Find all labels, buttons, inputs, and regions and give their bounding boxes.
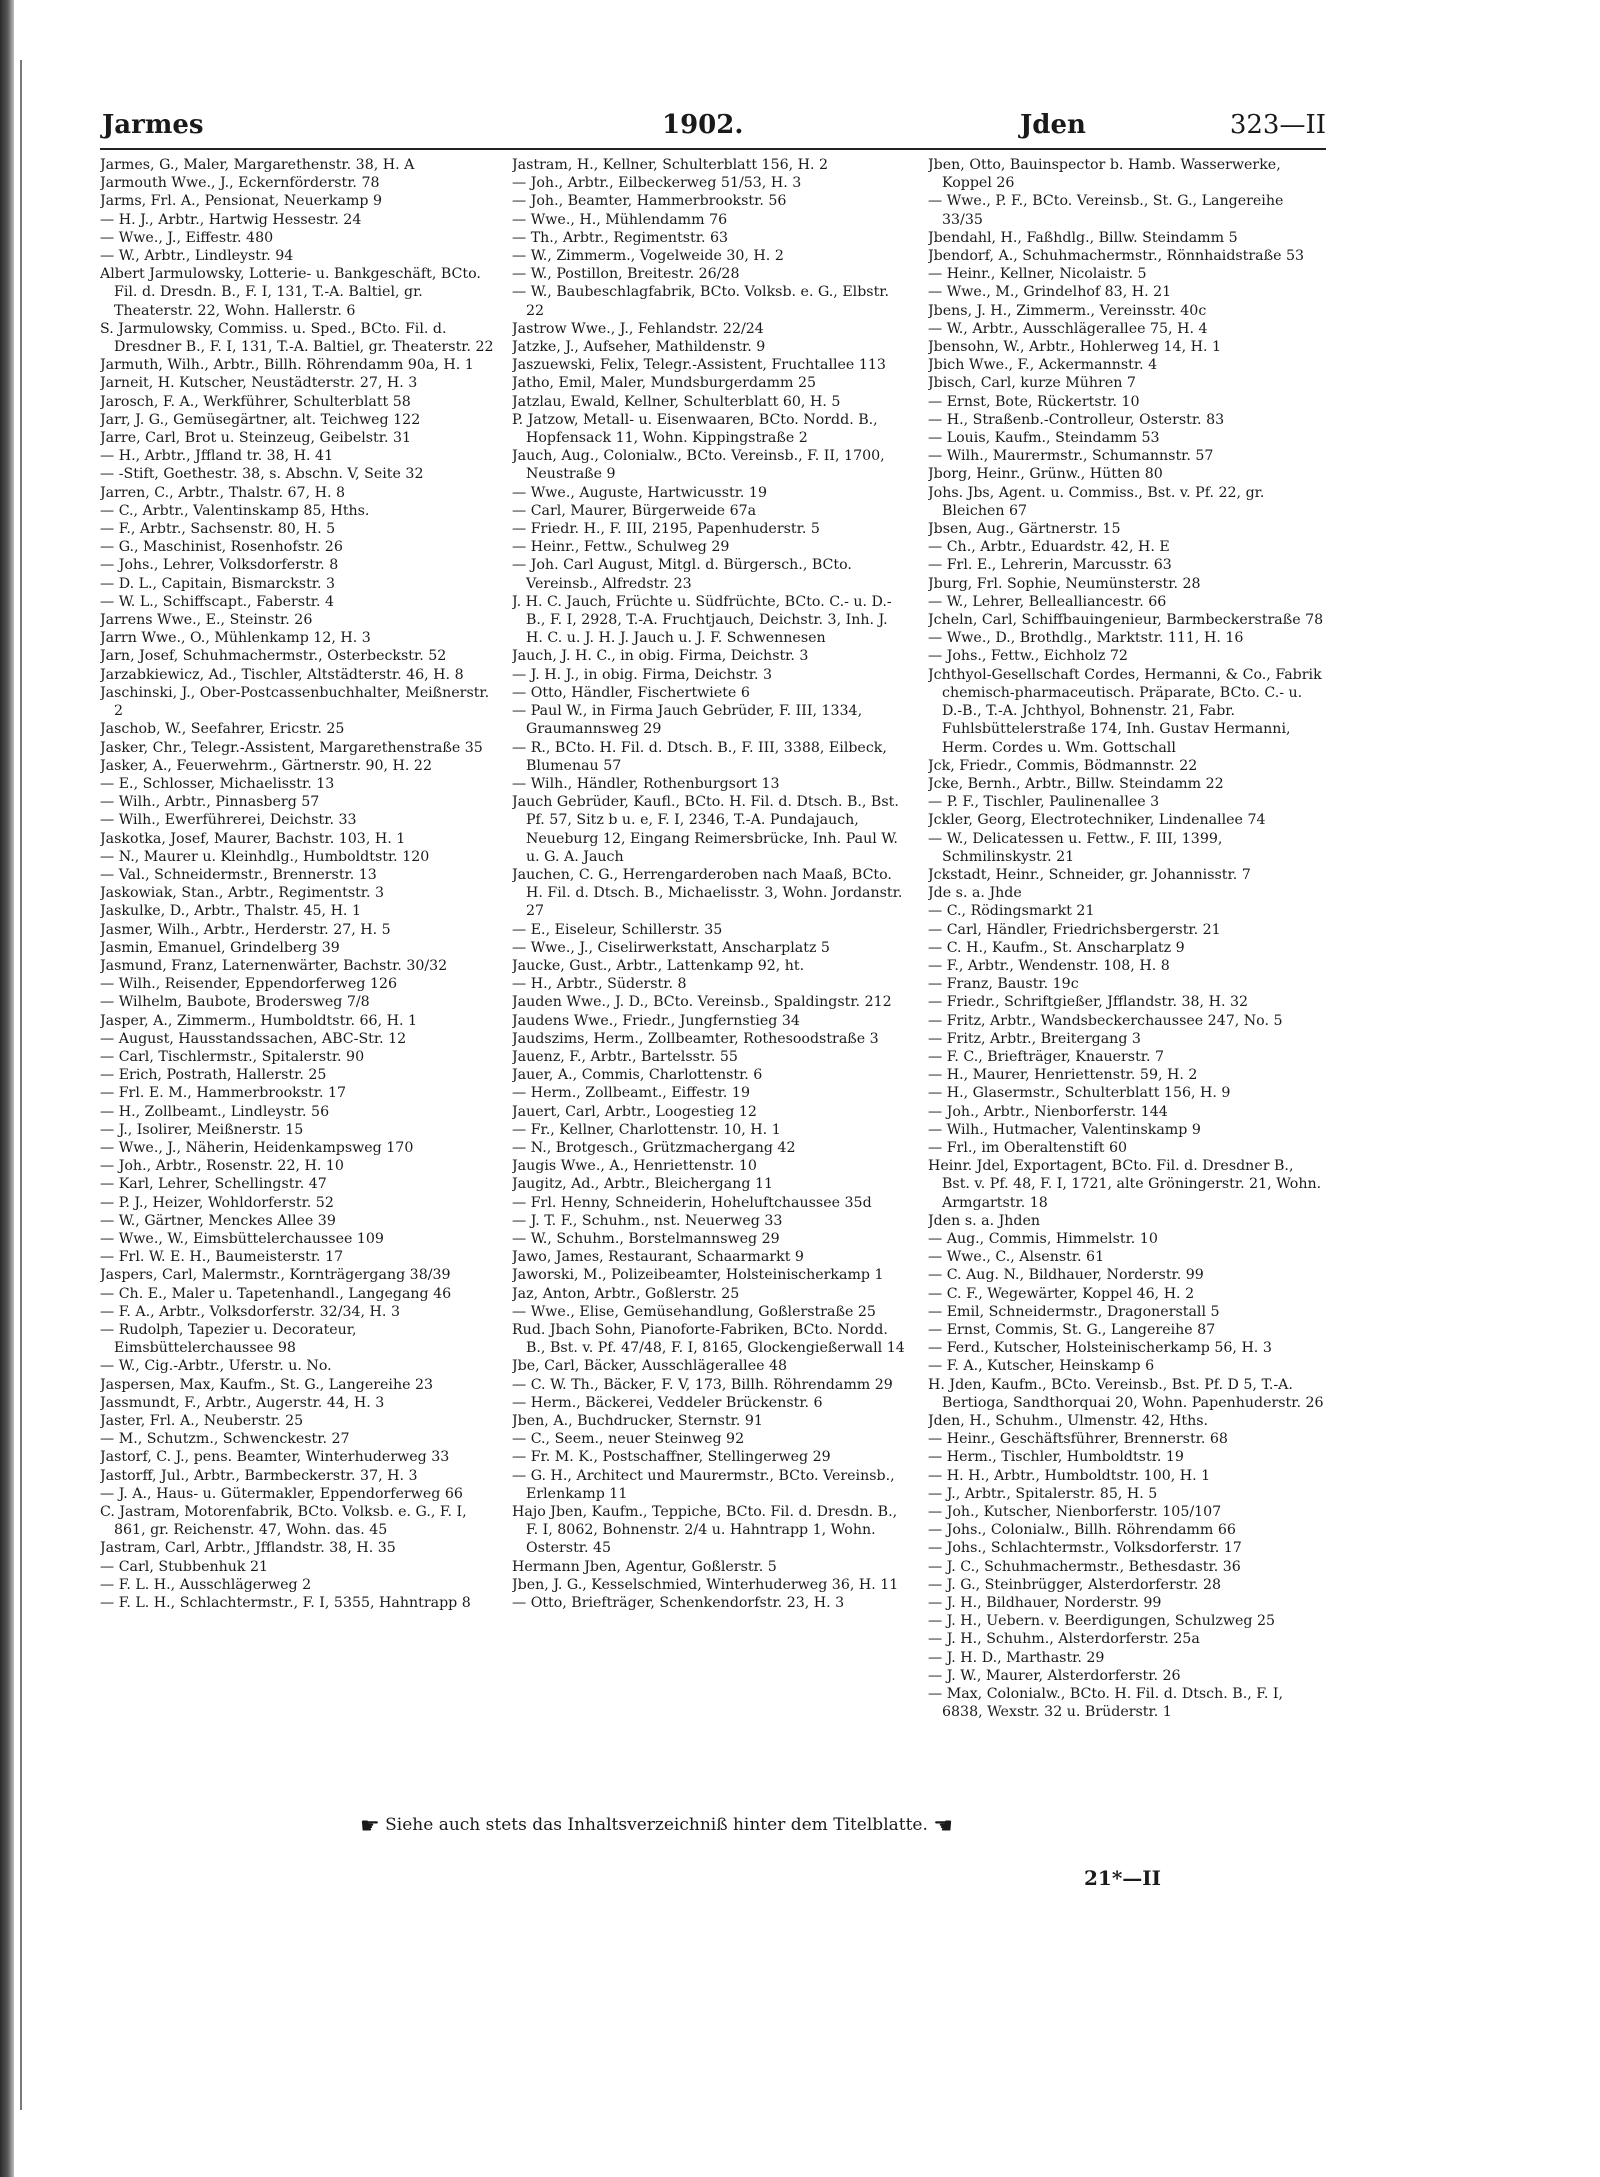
directory-entry: — Wwe., Auguste, Hartwicusstr. 19 — [512, 484, 767, 501]
directory-entry: — R., BCto. H. Fil. d. Dtsch. B., F. III, 3388, Eilbeck, Blumenau 57 — [512, 739, 887, 774]
directory-entry: Jckstadt, Heinr., Schneider, gr. Johannisstr. 7 — [928, 866, 1251, 883]
directory-entry: Jaudszims, Herm., Zollbeamter, Rothesoodstraße 3 — [512, 1030, 879, 1047]
directory-entry: — Wwe., H., Mühlendamm 76 — [512, 211, 728, 228]
directory-entry: Jauer, A., Commis, Charlottenstr. 6 — [512, 1067, 763, 1084]
directory-entry: Jben, Otto, Bauinspector b. Hamb. Wasserwerke, Koppel 26 — [928, 157, 1281, 192]
directory-entry: Jbe, Carl, Bäcker, Ausschlägerallee 48 — [512, 1358, 788, 1375]
directory-entry: — C. W. Th., Bäcker, F. V, 173, Billh. Röhrendamm 29 — [512, 1376, 893, 1393]
directory-entry: — Carl, Stubbenhuk 21 — [100, 1558, 269, 1575]
column-1 — [100, 156, 496, 1816]
directory-entry: — Heinr., Geschäftsführer, Brennerstr. 68 — [928, 1431, 1228, 1448]
directory-entry: H. Jden, Kaufm., BCto. Vereinsb., Bst. Pf. D 5, T.-A. Bertioga, Sandthorquai 20, Wohn. Papenhuderstr. 26 — [928, 1376, 1324, 1411]
directory-entry: Jastram, Carl, Arbtr., Jfflandstr. 38, H. 35 — [100, 1540, 396, 1557]
directory-entry: — C. F., Wegewärter, Koppel 46, H. 2 — [928, 1285, 1195, 1302]
directory-entry: — Wilh., Hutmacher, Valentinskamp 9 — [928, 1121, 1201, 1138]
directory-entry: — Herm., Zollbeamt., Eiffestr. 19 — [512, 1085, 750, 1102]
directory-entry: — Herm., Bäckerei, Veddeler Brückenstr. 6 — [512, 1394, 823, 1411]
directory-entry: S. Jarmulowsky, Commiss. u. Sped., BCto. Fil. d. Dresdner B., F. I, 131, T.-A. Baltiel, gr. Theaterstr. 22 — [100, 320, 494, 356]
directory-entry: — Emil, Schneidermstr., Dragonerstall 5 — [928, 1303, 1220, 1320]
directory-entry: — Wwe., J., Eiffestr. 480 — [100, 229, 274, 246]
directory-entry: Jastram, H., Kellner, Schulterblatt 156, H. 2 — [512, 157, 829, 173]
directory-entry: — Carl, Maurer, Bürgerweide 67a — [512, 502, 757, 519]
directory-entry: Jarzabkiewicz, Ad., Tischler, Altstädterstr. 46, H. 8 — [100, 666, 464, 683]
directory-entry: — J., Isolirer, Meißnerstr. 15 — [100, 1121, 304, 1138]
directory-entry: — C. Aug. N., Bildhauer, Norderstr. 99 — [928, 1267, 1204, 1284]
directory-entry: Jauert, Carl, Arbtr., Loogestieg 12 — [512, 1103, 757, 1120]
directory-entry: Jbendahl, H., Faßhdlg., Billw. Steindamm 5 — [928, 229, 1238, 246]
directory-entry: Jauch, J. H. C., in obig. Firma, Deichstr. 3 — [512, 648, 809, 665]
directory-entry: — F. C., Briefträger, Knauerstr. 7 — [928, 1048, 1165, 1065]
directory-entry: Jbensohn, W., Arbtr., Hohlerweg 14, H. 1 — [928, 339, 1222, 356]
directory-entry: — Joh., Kutscher, Nienborferstr. 105/107 — [928, 1504, 1222, 1521]
directory-entry: — Max, Colonialw., BCto. H. Fil. d. Dtsch. B., F. I, 6838, Wexstr. 32 u. Brüderstr. 1 — [928, 1686, 1284, 1721]
directory-entry: Jaudens Wwe., Friedr., Jungfernstieg 34 — [512, 1012, 800, 1029]
directory-entry: Jbich Wwe., F., Ackermannstr. 4 — [928, 357, 1158, 374]
directory-entry: Jatzke, J., Aufseher, Mathildenstr. 9 — [512, 339, 766, 356]
directory-entry: — J. H., Uebern. v. Beerdigungen, Schulzweg 25 — [928, 1613, 1276, 1630]
pointing-hand-right-icon: ☛ — [360, 1814, 380, 1839]
directory-entry: Jckler, Georg, Electrotechniker, Lindenallee 74 — [928, 812, 1266, 829]
directory-entry: Jarre, Carl, Brot u. Steinzeug, Geibelstr. 31 — [100, 430, 412, 447]
directory-entry: Jauenz, F., Arbtr., Bartelsstr. 55 — [512, 1048, 738, 1065]
directory-entry: Jasmer, Wilh., Arbtr., Herderstr. 27, H. 5 — [100, 921, 391, 938]
directory-entry: Jborg, Heinr., Grünw., Hütten 80 — [928, 466, 1163, 483]
directory-entry: Jben, A., Buchdrucker, Sternstr. 91 — [512, 1413, 763, 1430]
directory-entry: — J., Arbtr., Spitalerstr. 85, H. 5 — [928, 1485, 1158, 1502]
directory-entry: C. Jastram, Motorenfabrik, BCto. Volksb. e. G., F. I, 861, gr. Reichenstr. 47, Wohn. das. 45 — [100, 1504, 467, 1539]
directory-entry: — Joh. Carl August, Mitgl. d. Bürgersch., BCto. Vereinsb., Alfredstr. 23 — [512, 557, 852, 592]
pointing-hand-left-icon: ☚ — [933, 1814, 954, 1839]
directory-entry: — J. A., Haus- u. Gütermakler, Eppendorferweg 66 — [100, 1485, 463, 1502]
directory-entry: Albert Jarmulowsky, Lotterie- u. Bankgeschäft, BCto. Fil. d. Dresdn. B., F. I, 131, T.-A. Baltiel, gr. Theaterstr. 22, Wohn. Hallerstr. 6 — [100, 266, 481, 319]
directory-entry: — Otto, Händler, Fischertwiete 6 — [512, 684, 750, 701]
directory-entry: — Wwe., W., Eimsbüttelerchaussee 109 — [100, 1230, 384, 1247]
directory-entry: Jaz, Anton, Arbtr., Goßlerstr. 25 — [512, 1285, 740, 1302]
directory-entry: — J. H. D., Marthastr. 29 — [928, 1649, 1105, 1666]
directory-entry: Jarmouth Wwe., J., Eckernförderstr. 78 — [100, 175, 380, 192]
directory-entry: Jasker, A., Feuerwehrm., Gärtnerstr. 90, H. 22 — [100, 757, 432, 774]
directory-entry: Jaworski, M., Polizeibeamter, Holsteinischerkamp 1 — [512, 1267, 884, 1284]
directory-entry: — Frl. E. M., Hammerbrookstr. 17 — [100, 1085, 347, 1102]
directory-entry: — Frl. Henny, Schneiderin, Hoheluftchaussee 35d — [512, 1194, 872, 1211]
directory-entry: Jaugis Wwe., A., Henriettenstr. 10 — [512, 1158, 757, 1175]
directory-entry: Jchthyol-Gesellschaft Cordes, Hermanni, & Co., Fabrik chemisch-pharmaceutisch. Präparate, BCto. C.- u. D.-B., T.-A. Jchthyol, Bohnenstr. 21, Fabr. Fuhlsbüttelerstraße 174, Inh. Gustav Hermanni, Herm. Cordes u. Wm. Gottschall — [928, 666, 1322, 756]
directory-entry: — W., Arbtr., Lindleystr. 94 — [100, 248, 294, 265]
directory-entry: — Joh., Beamter, Hammerbrookstr. 56 — [512, 193, 787, 210]
directory-entry: Hermann Jben, Agentur, Goßlerstr. 5 — [512, 1558, 777, 1575]
directory-entry: Jarneit, H. Kutscher, Neustädterstr. 27, H. 3 — [100, 375, 418, 392]
directory-entry: Jaugitz, Ad., Arbtr., Bleichergang 11 — [512, 1176, 773, 1193]
directory-entry: — W., Arbtr., Ausschlägerallee 75, H. 4 — [928, 320, 1208, 337]
footer-note-text: Siehe auch stets das Inhaltsverzeichniß hinter dem Titelblatte. — [385, 1815, 928, 1835]
directory-entry: — Johs., Lehrer, Volksdorferstr. 8 — [100, 557, 339, 574]
directory-entry: — Johs., Schlachtermstr., Volksdorferstr. 17 — [928, 1540, 1242, 1557]
directory-entry: Jarren, C., Arbtr., Thalstr. 67, H. 8 — [100, 484, 346, 501]
directory-entry: — W., Baubeschlagfabrik, BCto. Volksb. e. G., Elbstr. 22 — [512, 284, 890, 319]
directory-entry: Jarms, Frl. A., Pensionat, Neuerkamp 9 — [100, 193, 383, 210]
directory-entry: — Louis, Kaufm., Steindamm 53 — [928, 430, 1160, 447]
directory-entry: — H., Straßenb.-Controlleur, Osterstr. 83 — [928, 411, 1225, 428]
directory-entry: Jaschinski, J., Ober-Postcassenbuchhalter, Meißnerstr. 2 — [100, 684, 490, 720]
directory-entry: — Carl, Tischlermstr., Spitalerstr. 90 — [100, 1048, 365, 1065]
directory-entry: — Herm., Tischler, Humboldtstr. 19 — [928, 1449, 1184, 1466]
directory-entry: — N., Maurer u. Kleinhdlg., Humboldtstr. 120 — [100, 848, 430, 865]
page-number: 323—II — [1229, 110, 1326, 140]
directory-entry: Jatho, Emil, Maler, Mundsburgerdamm 25 — [512, 375, 817, 392]
directory-entry: — Joh., Arbtr., Eilbeckerweg 51/53, H. 3 — [512, 175, 802, 192]
directory-entry: — F. L. H., Schlachtermstr., F. I, 5355, Hahntrapp 8 — [100, 1595, 471, 1612]
directory-entry: — Ch. E., Maler u. Tapetenhandl., Langegang 46 — [100, 1285, 452, 1302]
directory-entry: Jcke, Bernh., Arbtr., Billw. Steindamm 22 — [928, 775, 1224, 792]
directory-entry: Jastorff, Jul., Arbtr., Barmbeckerstr. 37, H. 3 — [100, 1467, 418, 1484]
directory-entry: — Ferd., Kutscher, Holsteinischerkamp 56, H. 3 — [928, 1340, 1272, 1357]
directory-entry: Jden s. a. Jhden — [928, 1212, 1041, 1229]
directory-entry: Jbendorf, A., Schuhmachermstr., Rönnhaidstraße 53 — [928, 248, 1305, 265]
directory-entry: — Ernst, Commis, St. G., Langereihe 87 — [928, 1322, 1216, 1338]
directory-entry: — W., Zimmerm., Vogelweide 30, H. 2 — [512, 248, 784, 265]
directory-entry: — Heinr., Kellner, Nicolaistr. 5 — [928, 266, 1147, 283]
directory-entry: — Wilh., Arbtr., Pinnasberg 57 — [100, 794, 320, 811]
directory-entry: Jarrn Wwe., O., Mühlenkamp 12, H. 3 — [100, 630, 371, 647]
directory-entry: — H., Maurer, Henriettenstr. 59, H. 2 — [928, 1067, 1198, 1084]
directory-entry: — Erich, Postrath, Hallerstr. 25 — [100, 1067, 327, 1084]
directory-entry: — Wilh., Ewerführerei, Deichstr. 33 — [100, 812, 357, 829]
directory-entry: — J. H., Bildhauer, Norderstr. 99 — [928, 1595, 1162, 1612]
directory-entry: — Frl. E., Lehrerin, Marcusstr. 63 — [928, 557, 1172, 574]
directory-entry: — W., Delicatessen u. Fettw., F. III, 1399, Schmilinskystr. 21 — [928, 830, 1223, 865]
directory-entry: Jbsen, Aug., Gärtnerstr. 15 — [928, 521, 1121, 538]
directory-entry: — G. H., Architect und Maurermstr., BCto. Vereinsb., Erlenkamp 11 — [512, 1467, 895, 1502]
directory-entry: Jben, J. G., Kesselschmied, Winterhuderweg 36, H. 11 — [512, 1576, 899, 1593]
directory-entry: — Wwe., C., Alsenstr. 61 — [928, 1249, 1105, 1266]
directory-entry: Jarr, J. G., Gemüsegärtner, alt. Teichweg 122 — [100, 411, 421, 428]
directory-entry: — Val., Schneidermstr., Brennerstr. 13 — [100, 866, 377, 883]
directory-entry: — Wilh., Reisender, Eppendorferweg 126 — [100, 976, 398, 993]
directory-entry: Jawo, James, Restaurant, Schaarmarkt 9 — [512, 1249, 804, 1266]
directory-entry: — M., Schutzm., Schwenckestr. 27 — [100, 1431, 350, 1448]
directory-entry: — F., Arbtr., Wendenstr. 108, H. 8 — [928, 957, 1170, 974]
directory-entry: Jaucke, Gust., Arbtr., Lattenkamp 92, ht. — [512, 957, 805, 974]
directory-entry: — Heinr., Fettw., Schulweg 29 — [512, 539, 730, 556]
directory-entry: Hajo Jben, Kaufm., Teppiche, BCto. Fil. d. Dresdn. B., F. I, 8062, Bohnenstr. 2/4 u. Hahntrapp 1, Wohn. Osterstr. 45 — [512, 1504, 898, 1557]
directory-entry: — Wwe., J., Näherin, Heidenkampsweg 170 — [100, 1139, 414, 1156]
running-header — [100, 110, 1326, 144]
directory-entry: — Wwe., P. F., BCto. Vereinsb., St. G., Langereihe 33/35 — [928, 193, 1284, 228]
directory-entry: Jastorf, C. J., pens. Beamter, Winterhuderweg 33 — [100, 1449, 450, 1466]
directory-entry: Jaskowiak, Stan., Arbtr., Regimentstr. 3 — [100, 885, 385, 902]
directory-entry: — J. C., Schuhmachermstr., Bethesdastr. 36 — [928, 1558, 1241, 1575]
directory-entry: — Frl., im Oberaltenstift 60 — [928, 1139, 1128, 1156]
directory-entry: — F., Arbtr., Sachsenstr. 80, H. 5 — [100, 521, 336, 538]
header-last-entry: Jden — [1020, 110, 1086, 140]
directory-entry: — H., Glasermstr., Schulterblatt 156, H. 9 — [928, 1085, 1231, 1102]
directory-entry: — F. A., Arbtr., Volksdorferstr. 32/34, H. 3 — [100, 1303, 400, 1320]
directory-entry: — Johs., Colonialw., Billh. Röhrendamm 66 — [928, 1522, 1236, 1539]
directory-entry: J. H. C. Jauch, Früchte u. Südfrüchte, BCto. C.- u. D.-B., F. I, 2928, T.-A. Fruchtjauch, Deichstr. 3, Inh. J. H. C. u. J. H. J. Jauch u. J. F. Schwennesen — [512, 593, 892, 647]
directory-entry: — Carl, Händler, Friedrichsbergerstr. 21 — [928, 921, 1221, 938]
directory-entry: — Th., Arbtr., Regimentstr. 63 — [512, 229, 729, 246]
directory-entry: — F. A., Kutscher, Heinskamp 6 — [928, 1358, 1155, 1375]
directory-entry: Jaskotka, Josef, Maurer, Bachstr. 103, H. 1 — [100, 830, 406, 847]
directory-entry: — N., Brotgesch., Grützmachergang 42 — [512, 1139, 796, 1156]
directory-entry: — Joh., Arbtr., Rosenstr. 22, H. 10 — [100, 1158, 344, 1175]
directory-entry: — Paul W., in Firma Jauch Gebrüder, F. III, 1334, Graumannsweg 29 — [512, 703, 863, 738]
directory-entry: Jarmes, G., Maler, Margarethenstr. 38, H. A — [100, 157, 415, 173]
directory-entry: — Fr., Kellner, Charlottenstr. 10, H. 1 — [512, 1121, 781, 1138]
directory-entry: — Wwe., D., Brothdlg., Marktstr. 111, H. 16 — [928, 630, 1244, 647]
directory-entry: Jauchen, C. G., Herrengarderoben nach Maaß, BCto. H. Fil. d. Dtsch. B., Michaelisstr. 3, Wohn. Jordanstr. 27 — [512, 866, 903, 920]
directory-entry: — E., Schlosser, Michaelisstr. 13 — [100, 775, 335, 792]
directory-entry: — Joh., Arbtr., Nienborferstr. 144 — [928, 1103, 1168, 1120]
directory-entry: Jden, H., Schuhm., Ulmenstr. 42, Hths. — [928, 1413, 1209, 1430]
directory-entry: Jaspers, Carl, Malermstr., Kornträgergang 38/39 — [100, 1267, 451, 1284]
directory-entry: Jauden Wwe., J. D., BCto. Vereinsb., Spaldingstr. 212 — [512, 994, 892, 1011]
directory-entry: Jarmuth, Wilh., Arbtr., Billh. Röhrendamm 90a, H. 1 — [100, 357, 474, 374]
directory-entry: Jaspersen, Max, Kaufm., St. G., Langereihe 23 — [100, 1376, 434, 1393]
directory-entry: — H. H., Arbtr., Humboldtstr. 100, H. 1 — [928, 1467, 1211, 1484]
book-spine-shadow — [0, 0, 14, 2177]
directory-entry: Jbens, J. H., Zimmerm., Vereinsstr. 40c — [928, 302, 1207, 319]
directory-entry: — Franz, Baustr. 19c — [928, 976, 1079, 993]
directory-entry: Rud. Jbach Sohn, Pianoforte-Fabriken, BCto. Nordd. B., Bst. v. Pf. 47/48, F. I, 8165, Glockengießerwall 14 — [512, 1322, 905, 1357]
directory-entry: — Fritz, Arbtr., Breitergang 3 — [928, 1030, 1141, 1047]
directory-entry: — Fritz, Arbtr., Wandsbeckerchaussee 247, No. 5 — [928, 1012, 1283, 1029]
column-2 — [512, 156, 908, 1816]
directory-entry: — J. W., Maurer, Alsterdorferstr. 26 — [928, 1667, 1181, 1684]
directory-entry: — C., Arbtr., Valentinskamp 85, Hths. — [100, 502, 370, 519]
directory-entry: Jastrow Wwe., J., Fehlandstr. 22/24 — [512, 320, 764, 337]
directory-entry: Heinr. Jdel, Exportagent, BCto. Fil. d. Dresdner B., Bst. v. Pf. 48, F. I, 1721, alte Gröningerstr. 21, Wohn. Armgartstr. 18 — [928, 1158, 1322, 1211]
directory-entry: — W., Postillon, Breitestr. 26/28 — [512, 266, 740, 283]
directory-entry: — W. L., Schiffscapt., Faberstr. 4 — [100, 593, 335, 610]
directory-entry: — J. G., Steinbrügger, Alsterdorferstr. 28 — [928, 1576, 1222, 1593]
directory-entry: — Wilhelm, Baubote, Brodersweg 7/8 — [100, 994, 370, 1011]
directory-entry: — C. H., Kaufm., St. Anscharplatz 9 — [928, 939, 1185, 956]
directory-entry: Jasmin, Emanuel, Grindelberg 39 — [100, 939, 340, 956]
directory-entry: — Ch., Arbtr., Eduardstr. 42, H. E — [928, 539, 1170, 556]
directory-entry: — Friedr., Schriftgießer, Jfflandstr. 38, H. 32 — [928, 994, 1249, 1011]
directory-entry: — W., Gärtner, Menckes Allee 39 — [100, 1212, 336, 1229]
directory-entry: — Friedr. H., F. III, 2195, Papenhuderstr. 5 — [512, 521, 820, 538]
directory-entry: — Karl, Lehrer, Schellingstr. 47 — [100, 1176, 327, 1193]
directory-entry: Jarosch, F. A., Werkführer, Schulterblatt 58 — [100, 393, 411, 410]
directory-entry: — J. T. F., Schuhm., nst. Neuerweg 33 — [512, 1212, 783, 1229]
directory-entry: — H., Arbtr., Süderstr. 8 — [512, 976, 687, 993]
directory-entry: — Rudolph, Tapezier u. Decorateur, Eimsbüttelerchaussee 98 — [100, 1322, 357, 1357]
directory-entry: — Fr. M. K., Postschaffner, Stellingerweg 29 — [512, 1449, 831, 1466]
directory-entry: — W., Schuhm., Borstelmannsweg 29 — [512, 1230, 780, 1247]
directory-entry: — P. F., Tischler, Paulinenallee 3 — [928, 794, 1160, 811]
directory-entry: Jbisch, Carl, kurze Mühren 7 — [928, 375, 1136, 392]
directory-entry: — H., Zollbeamt., Lindleystr. 56 — [100, 1103, 330, 1120]
directory-entry: P. Jatzow, Metall- u. Eisenwaaren, BCto. Nordd. B., Hopfensack 11, Wohn. Kippingstraße 2 — [512, 411, 878, 447]
directory-entry: — Johs., Fettw., Eichholz 72 — [928, 648, 1128, 665]
directory-entry: Jburg, Frl. Sophie, Neumünsterstr. 28 — [928, 575, 1201, 592]
header-rule — [100, 148, 1326, 150]
directory-entry: — August, Hausstandssachen, ABC-Str. 12 — [100, 1030, 407, 1047]
directory-entry: Jck, Friedr., Commis, Bödmannstr. 22 — [928, 757, 1198, 774]
gutter-line — [20, 60, 22, 2110]
directory-entry: — Wilh., Maurermstr., Schumannstr. 57 — [928, 448, 1214, 465]
directory-entry: Jauch Gebrüder, Kaufl., BCto. H. Fil. d. Dtsch. B., Bst. Pf. 57, Sitz b u. e, F. I, 2346, T.-A. Pundajauch, Neueburg 12, Eingang Reimersbrücke, Inh. Paul W. u. G. A. Jauch — [512, 794, 899, 865]
directory-entry: — H., Arbtr., Jffland tr. 38, H. 41 — [100, 448, 334, 465]
directory-entry: — Wwe., J., Ciselirwerkstatt, Anscharplatz 5 — [512, 939, 830, 956]
directory-entry: Jaszuewski, Felix, Telegr.-Assistent, Fruchtallee 113 — [512, 357, 886, 374]
directory-entry: — C., Seem., neuer Steinweg 92 — [512, 1431, 745, 1448]
directory-entry: — -Stift, Goethestr. 38, s. Abschn. V, Seite 32 — [100, 466, 424, 483]
directory-page — [100, 110, 1326, 1900]
directory-entry: — D. L., Capitain, Bismarckstr. 3 — [100, 575, 336, 592]
directory-entry: — E., Eiseleur, Schillerstr. 35 — [512, 921, 723, 938]
directory-entry: Jatzlau, Ewald, Kellner, Schulterblatt 60, H. 5 — [512, 393, 841, 410]
entry-columns — [100, 156, 1326, 1816]
directory-entry: — G., Maschinist, Rosenhofstr. 26 — [100, 539, 343, 556]
directory-entry: Johs. Jbs, Agent. u. Commiss., Bst. v. Pf. 22, gr. Bleichen 67 — [928, 484, 1265, 519]
directory-entry: — Otto, Briefträger, Schenkendorfstr. 23, H. 3 — [512, 1595, 845, 1612]
directory-entry: Jauch, Aug., Colonialw., BCto. Vereinsb., F. II, 1700, Neustraße 9 — [512, 448, 885, 483]
directory-entry: — W., Cig.-Arbtr., Uferstr. u. No. — [100, 1358, 332, 1375]
directory-entry: Jaschob, W., Seefahrer, Ericstr. 25 — [100, 721, 345, 738]
directory-entry: — H. J., Arbtr., Hartwig Hessestr. 24 — [100, 211, 362, 228]
directory-entry: — Aug., Commis, Himmelstr. 10 — [928, 1230, 1158, 1247]
header-year: 1902. — [662, 110, 744, 140]
signature-mark: 21*—II — [1084, 1866, 1162, 1890]
directory-entry: — J. H., Schuhm., Alsterdorferstr. 25a — [928, 1631, 1200, 1648]
directory-entry: Jarrens Wwe., E., Steinstr. 26 — [100, 612, 313, 629]
directory-entry: Jcheln, Carl, Schiffbauingenieur, Barmbeckerstraße 78 — [928, 612, 1324, 629]
directory-entry: — W., Lehrer, Bellealliancestr. 66 — [928, 593, 1167, 610]
directory-entry: Jasker, Chr., Telegr.-Assistent, Margarethenstraße 35 — [100, 739, 483, 756]
directory-entry: Jaskulke, D., Arbtr., Thalstr. 45, H. 1 — [100, 903, 361, 920]
directory-entry: — Wwe., M., Grindelhof 83, H. 21 — [928, 284, 1172, 301]
directory-entry: — C., Rödingsmarkt 21 — [928, 903, 1095, 920]
header-first-entry: Jarmes — [102, 110, 204, 140]
directory-entry: — P. J., Heizer, Wohldorferstr. 52 — [100, 1194, 334, 1211]
directory-entry: Jde s. a. Jhde — [928, 885, 1022, 902]
directory-entry: — Wilh., Händler, Rothenburgsort 13 — [512, 775, 780, 792]
directory-entry: Jasper, A., Zimmerm., Humboldtstr. 66, H. 1 — [100, 1012, 418, 1029]
footer-note — [360, 1814, 1260, 1839]
directory-entry: Jasmund, Franz, Laternenwärter, Bachstr. 30/32 — [100, 957, 448, 974]
directory-entry: — Frl. W. E. H., Baumeisterstr. 17 — [100, 1249, 344, 1266]
column-3 — [928, 156, 1324, 1816]
directory-entry: Jaster, Frl. A., Neuberstr. 25 — [100, 1413, 304, 1430]
directory-entry: — Wwe., Elise, Gemüsehandlung, Goßlerstraße 25 — [512, 1303, 876, 1320]
directory-entry: — Ernst, Bote, Rückertstr. 10 — [928, 393, 1140, 410]
directory-entry: — J. H. J., in obig. Firma, Deichstr. 3 — [512, 666, 772, 683]
directory-entry: Jarn, Josef, Schuhmachermstr., Osterbeckstr. 52 — [100, 648, 447, 665]
directory-entry: — F. L. H., Ausschlägerweg 2 — [100, 1576, 312, 1593]
directory-entry: Jassmundt, F., Arbtr., Augerstr. 44, H. 3 — [100, 1394, 385, 1411]
